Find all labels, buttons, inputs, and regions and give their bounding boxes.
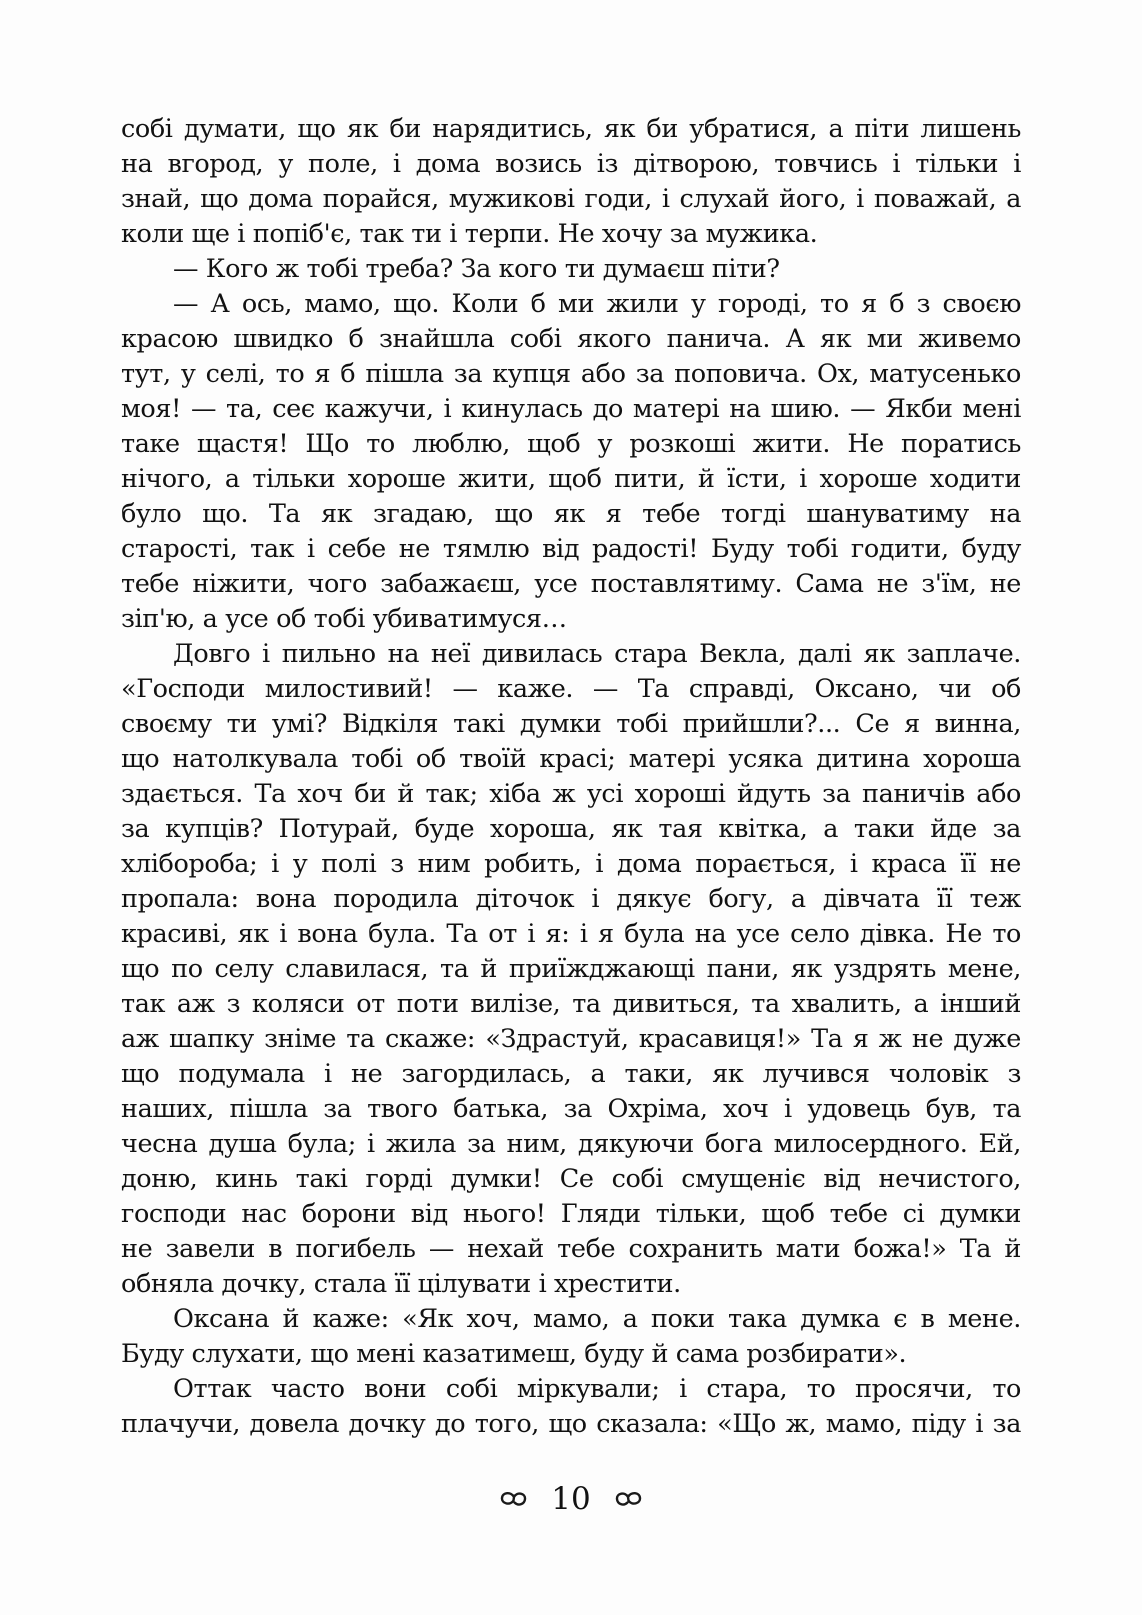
text-line: наших, пішла за твого батька, за Охріма, хоч і удовець був, та (121, 1094, 1021, 1124)
paragraph (121, 637, 1021, 1302)
text-block (121, 112, 1021, 1442)
text-line: на вгород, у поле, і дома возись із дітворою, товчись і тільки і (121, 149, 1021, 179)
text-line: тут, у селі, то я б пішла за купця або за поповича. Ох, матусенько (121, 359, 1021, 389)
text-line: що по селу славилася, та й приїжджающі пани, як уздрять мене, (121, 954, 1021, 984)
text-line: таке щастя! Що то люблю, щоб у розкоші жити. Не поратись (121, 429, 1021, 459)
text-line: аж шапку зніме та скаже: «Здрастуй, красавиця!» Та я ж не дуже (121, 1024, 1021, 1054)
paragraph (121, 112, 1021, 252)
text-line: було що. Та як згадаю, що як я тебе тогді шануватиму на (121, 499, 1021, 529)
text-line: — А ось, мамо, що. Коли б ми жили у городі, то я б з своєю (173, 289, 1021, 319)
text-line: доню, кинь такі горді думки! Се собі смущеніє від нечистого, (121, 1164, 1021, 1194)
text-line: собі думати, що як би нарядитись, як би убратися, а піти лишень (121, 114, 1021, 144)
text-line: своєму ти умі? Відкіля такі думки тобі прийшли?... Се я винна, (121, 709, 1021, 739)
text-line: хлібороба; і у полі з ним робить, і дома порається, і краса її не (121, 849, 1021, 879)
text-line: Оксана й каже: «Як хоч, мамо, а поки така думка є в мене. (173, 1304, 1021, 1334)
text-line: — Кого ж тобі треба? За кого ти думаєш піти? (173, 254, 780, 284)
paragraph (121, 1302, 1021, 1372)
text-line: плачучи, довела дочку до того, що сказала: «Що ж, мамо, піду і за (121, 1409, 1021, 1439)
text-line: чесна душа була; і жила за ним, дякуючи бога милосердного. Ей, (121, 1129, 1021, 1159)
text-line: так аж з коляси от поти вилізе, та дивиться, та хвалить, а інший (121, 989, 1021, 1019)
paragraph (121, 1372, 1021, 1442)
fleuron-left-icon (498, 1490, 529, 1510)
text-line: нічого, а тільки хороше жити, щоб пити, й їсти, і хороше ходити (121, 464, 1021, 494)
text-line: Буду слухати, що мені казатимеш, буду й сама розбирати». (121, 1339, 907, 1369)
text-line: коли ще і попіб'є, так ти і терпи. Не хочу за мужика. (121, 219, 818, 249)
text-line: не завели в погибель — нехай тебе сохранить мати божа!» Та й (121, 1234, 1021, 1264)
text-line: зіп'ю, а усе об тобі убиватимуся… (121, 604, 567, 634)
fleuron-right-icon (613, 1490, 644, 1510)
text-line: Довго і пильно на неї дивилась стара Векла, далі як заплаче. (173, 639, 1021, 669)
text-line: що подумала і не загордилась, а таки, як лучився чоловік з (121, 1059, 1021, 1089)
text-line: обняла дочку, стала її цілувати і хрестити. (121, 1269, 681, 1299)
text-line: господи нас борони від нього! Гляди тільки, щоб тебе сі думки (121, 1199, 1021, 1229)
text-line: знай, що дома порайся, мужикові годи, і слухай його, і поважай, а (121, 184, 1021, 214)
text-line: тебе ніжити, чого забажаєш, усе поставлятиму. Сама не з'їм, не (121, 569, 1021, 599)
text-line: Оттак часто вони собі міркували; і стара, то просячи, то (173, 1374, 1021, 1404)
page-number: 10 (551, 1481, 591, 1517)
text-line: моя! — та, сеє кажучи, і кинулась до матері на шию. — Якби мені (121, 394, 1021, 424)
text-line: здається. Та хоч би й так; хіба ж усі хороші йдуть за паничів або (121, 779, 1021, 809)
text-line: що натолкувала тобі об твоїй красі; матері усяка дитина хороша (121, 744, 1021, 774)
text-line: за купців? Потурай, буде хороша, як тая квітка, а таки йде за (121, 814, 1021, 844)
text-line: пропала: вона породила діточок і дякує богу, а дівчата її теж (121, 884, 1021, 914)
text-line: старості, так і себе не тямлю від радості! Буду тобі годити, буду (121, 534, 1021, 564)
paragraph (121, 252, 1021, 287)
text-line: «Господи милостивий! — каже. — Та справді, Оксано, чи об (121, 674, 1021, 704)
paragraph (121, 287, 1021, 637)
text-line: красою швидко б знайшла собі якого панича. А як ми живемо (121, 324, 1021, 354)
page-footer (0, 1481, 1142, 1517)
text-line: красиві, як і вона була. Та от і я: і я була на усе село дівка. Не то (121, 919, 1021, 949)
